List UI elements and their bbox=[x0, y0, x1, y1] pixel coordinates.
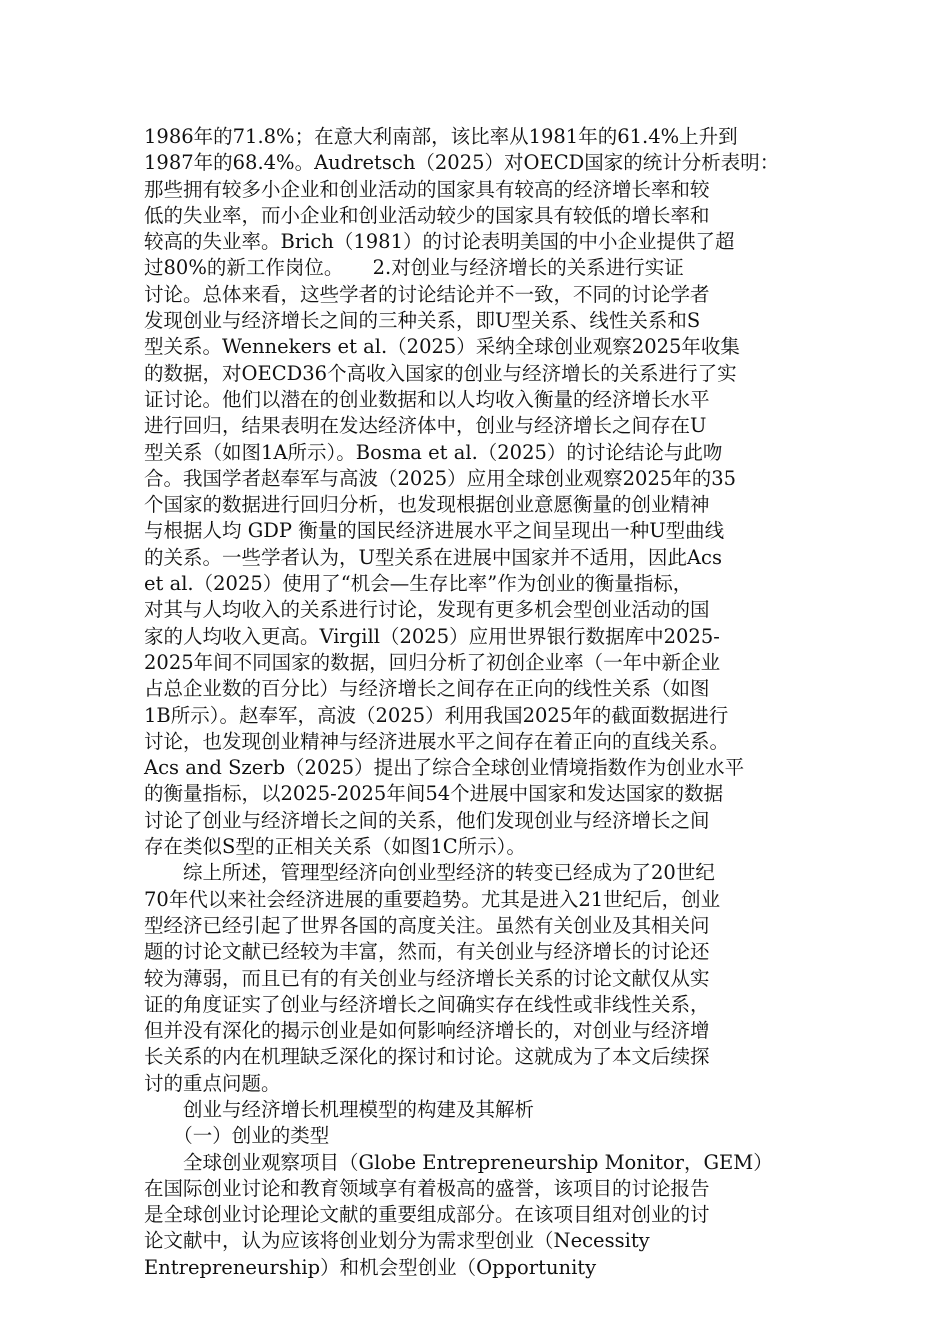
text-line: 较为薄弱，而且已有的有关创业与经济增长关系的讨论文献仅从实 bbox=[144, 966, 710, 990]
text-line: 讨论，也发现创业精神与经济进展水平之间存在着正向的直线关系。 bbox=[144, 729, 730, 753]
text-line: 发现创业与经济增长之间的三种关系，即U型关系、线性关系和S bbox=[144, 309, 701, 333]
body-text bbox=[144, 124, 808, 1281]
text-line: 进行回归，结果表明在发达经济体中，创业与经济增长之间存在U bbox=[144, 414, 707, 438]
text-line: Entrepreneurship）和机会型创业（Opportunity bbox=[144, 1255, 597, 1279]
text-line: 讨论。总体来看，这些学者的讨论结论并不一致，不同的讨论学者 bbox=[144, 282, 710, 306]
text-line: （一）创业的类型 bbox=[144, 1124, 330, 1148]
text-line: 长关系的内在机理缺乏深化的探讨和讨论。这就成为了本文后续探 bbox=[144, 1045, 710, 1069]
text-line: 题的讨论文献已经较为丰富，然而，有关创业与经济增长的讨论还 bbox=[144, 940, 710, 964]
text-line: 是全球创业讨论理论文献的重要组成部分。在该项目组对创业的讨 bbox=[144, 1203, 710, 1227]
text-line: 过80%的新工作岗位。 2.对创业与经济增长的关系进行实证 bbox=[144, 256, 684, 280]
text-line: 个国家的数据进行回归分析，也发现根据创业意愿衡量的创业精神 bbox=[144, 493, 710, 517]
text-line: 型关系（如图1A所示）。Bosma et al.（2025）的讨论结论与此吻 bbox=[144, 440, 723, 464]
text-line: 家的人均收入更高。Virgill（2025）应用世界银行数据库中2025- bbox=[144, 624, 720, 648]
text-line: 对其与人均收入的关系进行讨论，发现有更多机会型创业活动的国 bbox=[144, 598, 710, 622]
text-line: et al.（2025）使用了“机会—生存比率”作为创业的衡量指标， bbox=[144, 572, 693, 596]
text-line: 较高的失业率。Brich（1981）的讨论表明美国的中小企业提供了超 bbox=[144, 230, 735, 254]
text-line: 70年代以来社会经济进展的重要趋势。尤其是进入21世纪后，创业 bbox=[144, 887, 721, 911]
text-line: 但并没有深化的揭示创业是如何影响经济增长的，对创业与经济增 bbox=[144, 1019, 710, 1043]
text-line: 存在类似S型的正相关关系（如图1C所示）。 bbox=[144, 835, 526, 859]
text-line: 低的失业率，而小企业和创业活动较少的国家具有较低的增长率和 bbox=[144, 203, 710, 227]
text-line: 占总企业数的百分比）与经济增长之间存在正向的线性关系（如图 bbox=[144, 677, 710, 701]
text-line: 的衡量指标，以2025-2025年间54个进展中国家和发达国家的数据 bbox=[144, 782, 724, 806]
text-line: 讨的重点问题。 bbox=[144, 1071, 281, 1095]
text-line: 与根据人均 GDP 衡量的国民经济进展水平之间呈现出一种U型曲线 bbox=[144, 519, 725, 543]
text-line: 创业与经济增长机理模型的构建及其解析 bbox=[144, 1097, 535, 1121]
text-line: 讨论了创业与经济增长之间的关系，他们发现创业与经济增长之间 bbox=[144, 808, 710, 832]
text-line: 证的角度证实了创业与经济增长之间确实存在线性或非线性关系， bbox=[144, 992, 710, 1016]
text-line: 1986年的71.8%；在意大利南部，该比率从1981年的61.4%上升到 bbox=[144, 125, 738, 148]
text-line: 的关系。一些学者认为，U型关系在进展中国家并不适用，因此Acs bbox=[144, 545, 722, 569]
text-line: 2025年间不同国家的数据，回归分析了初创企业率（一年中新企业 bbox=[144, 650, 721, 674]
text-line: 1987年的68.4%。Audretsch（2025）对OECD国家的统计分析表明： bbox=[144, 151, 780, 175]
text-line: 的数据，对OECD36个高收入国家的创业与经济增长的关系进行了实 bbox=[144, 361, 737, 385]
text-line: 那些拥有较多小企业和创业活动的国家具有较高的经济增长率和较 bbox=[144, 177, 710, 201]
text-line: 证讨论。他们以潜在的创业数据和以人均收入衡量的经济增长水平 bbox=[144, 387, 710, 411]
text-line: 1B所示）。赵奉军，高波（2025）利用我国2025年的截面数据进行 bbox=[144, 703, 729, 727]
text-line: 在国际创业讨论和教育领域享有着极高的盛誉，该项目的讨论报告 bbox=[144, 1176, 710, 1200]
text-line: 综上所述，管理型经济向创业型经济的转变已经成为了20世纪 bbox=[144, 861, 715, 885]
text-line: 型关系。Wennekers et al.（2025）采纳全球创业观察2025年收集 bbox=[144, 335, 740, 359]
text-line: Acs and Szerb（2025）提出了综合全球创业情境指数作为创业水平 bbox=[144, 756, 745, 780]
text-line: 全球创业观察项目（Globe Entrepreneurship Monitor，GEM） bbox=[144, 1150, 773, 1174]
text-line: 型经济已经引起了世界各国的高度关注。虽然有关创业及其相关问 bbox=[144, 913, 710, 937]
text-line: 合。我国学者赵奉军与高波（2025）应用全球创业观察2025年的35 bbox=[144, 466, 737, 490]
text-line: 论文献中，认为应该将创业划分为需求型创业（Necessity bbox=[144, 1229, 650, 1253]
